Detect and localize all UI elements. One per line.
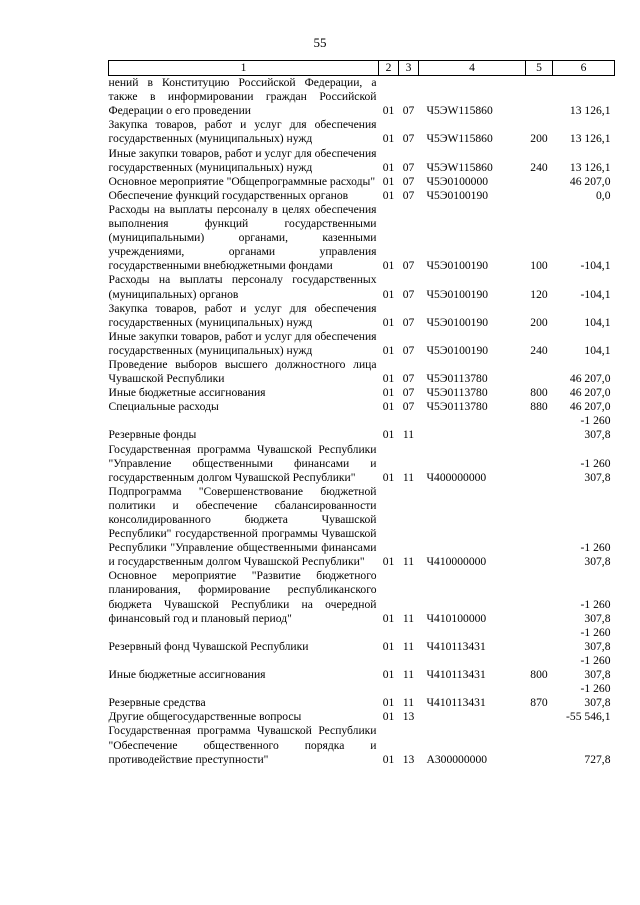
- table-body: [109, 76, 615, 767]
- section-code: 01: [382, 752, 395, 766]
- header-col-6: 6: [553, 61, 615, 76]
- table-row: [109, 682, 615, 710]
- expense-type-code: [526, 569, 553, 625]
- expense-type-code: 240: [530, 343, 548, 357]
- section-code: 01: [382, 696, 395, 710]
- row-name: нений в Конституцию Российской Федерации, а также в информировании граждан Российской Федерации о его проведении: [108, 76, 377, 118]
- row-name: Расходы на выплаты персоналу в целях обеспечения выполнения функций государственными (муниципальными) органами, казенными учреждениями, органами управления государственными внебюджетными фондами: [108, 202, 377, 273]
- table-row: [109, 273, 615, 301]
- amount: 13 126,1: [569, 160, 611, 174]
- subsection-code: 11: [402, 639, 415, 653]
- row-name: Основное мероприятие "Развитие бюджетного планирования, формирование республиканского бюджета Чувашской Республики на очередной финансовый год и плановый период": [108, 569, 377, 625]
- section-code: 01: [382, 287, 395, 301]
- expense-type-code: [526, 358, 553, 386]
- expense-type-code: 200: [530, 315, 548, 329]
- amount: -104,1: [580, 259, 611, 273]
- row-name: Расходы на выплаты персоналу государственных (муниципальных) органов: [108, 273, 377, 301]
- target-item-code: Ч5ЭW115860: [426, 104, 493, 118]
- section-code: 01: [382, 386, 395, 400]
- row-name: Закупка товаров, работ и услуг для обеспечения государственных (муниципальных) нужд: [108, 301, 377, 329]
- row-name: Иные бюджетные ассигнования: [108, 668, 266, 682]
- table-row: [109, 414, 615, 442]
- table-row: [109, 203, 615, 273]
- table-row: [109, 400, 615, 414]
- table-row: [109, 654, 615, 682]
- subsection-code: 07: [402, 160, 415, 174]
- amount: -1 260 307,8: [580, 625, 611, 653]
- row-name: Основное мероприятие "Общепрограммные расходы": [108, 174, 376, 188]
- table-row: [109, 189, 615, 203]
- subsection-code: 07: [402, 259, 415, 273]
- table-row: [109, 147, 615, 175]
- expense-type-code: [526, 189, 553, 203]
- amount: 46 207,0: [569, 400, 611, 414]
- subsection-code: 07: [402, 386, 415, 400]
- row-name: Иные закупки товаров, работ и услуг для обеспечения государственных (муниципальных) нужд: [108, 329, 377, 357]
- section-code: 01: [382, 710, 395, 724]
- subsection-code: 11: [402, 611, 415, 625]
- subsection-code: 07: [402, 343, 415, 357]
- table-row: [109, 302, 615, 330]
- table-row: [109, 626, 615, 654]
- expense-type-code: 200: [530, 132, 548, 146]
- row-name: Резервный фонд Чувашской Республики: [108, 639, 309, 653]
- row-name: Специальные расходы: [108, 400, 219, 414]
- table-row: [109, 330, 615, 358]
- row-name: Государственная программа Чувашской Республики "Обеспечение общественного порядка и противодействие преступности": [108, 724, 377, 766]
- expense-type-code: 240: [530, 160, 548, 174]
- target-item-code: [419, 710, 526, 724]
- subsection-code: 11: [402, 428, 415, 442]
- row-name: Иные закупки товаров, работ и услуг для обеспечения государственных (муниципальных) нужд: [108, 146, 377, 174]
- subsection-code: 13: [402, 752, 415, 766]
- subsection-code: 11: [402, 470, 415, 484]
- subsection-code: 07: [402, 315, 415, 329]
- row-name: Государственная программа Чувашской Республики "Управление общественными финансами и государственным долгом Чувашской Республики": [108, 442, 377, 484]
- section-code: 01: [382, 372, 395, 386]
- target-item-code: Ч410113431: [426, 639, 486, 653]
- row-name: Обеспечение функций государственных органов: [108, 188, 349, 202]
- target-item-code: Ч5Э0100190: [426, 315, 489, 329]
- header-col-2: 2: [379, 61, 399, 76]
- page-number: 55: [313, 35, 327, 50]
- subsection-code: 07: [402, 372, 415, 386]
- amount: 104,1: [584, 343, 611, 357]
- amount: 727,8: [584, 752, 611, 766]
- target-item-code: Ч5ЭW115860: [426, 132, 493, 146]
- row-name: Подпрограмма "Совершенствование бюджетной политики и обеспечение сбалансированности консолидированного бюджета Чувашской Республики" государственной программы Чувашской Республики "Управление общественными финансами и государственным долгом Чувашской Республики": [108, 484, 377, 569]
- table-row: [109, 358, 615, 386]
- expense-type-code: [526, 175, 553, 189]
- section-code: 01: [382, 668, 395, 682]
- expense-type-code: [526, 626, 553, 654]
- header-col-5: 5: [526, 61, 553, 76]
- amount: 13 126,1: [569, 104, 611, 118]
- target-item-code: Ч5Э0100190: [426, 343, 489, 357]
- target-item-code: Ч5Э0100000: [426, 174, 489, 188]
- table-row: [109, 724, 615, 766]
- header-col-1: 1: [109, 61, 379, 76]
- section-code: 01: [382, 132, 395, 146]
- row-name: Резервные средства: [108, 696, 206, 710]
- target-item-code: Ч410113431: [426, 668, 486, 682]
- target-item-code: Ч5Э0100190: [426, 259, 489, 273]
- expense-type-code: 800: [530, 386, 548, 400]
- amount: 46 207,0: [569, 386, 611, 400]
- section-code: 01: [382, 174, 395, 188]
- section-code: 01: [382, 104, 395, 118]
- table-row: [109, 569, 615, 625]
- budget-table: [108, 60, 615, 767]
- row-name: Резервные фонды: [108, 428, 197, 442]
- subsection-code: 07: [402, 188, 415, 202]
- amount: 13 126,1: [569, 132, 611, 146]
- expense-type-code: [526, 710, 553, 724]
- amount: -1 260 307,8: [580, 456, 611, 484]
- target-item-code: Ч5Э0113780: [426, 372, 488, 386]
- subsection-code: 07: [402, 104, 415, 118]
- expense-type-code: 100: [530, 259, 548, 273]
- table-row: [109, 485, 615, 570]
- target-item-code: Ч5Э0113780: [426, 386, 488, 400]
- amount: 46 207,0: [569, 174, 611, 188]
- amount: -55 546,1: [566, 710, 611, 724]
- table-row: [109, 443, 615, 485]
- amount: 0,0: [596, 188, 611, 202]
- expense-type-code: [526, 414, 553, 442]
- section-code: 01: [382, 428, 395, 442]
- target-item-code: Ч5Э0100190: [426, 287, 489, 301]
- row-name: Иные бюджетные ассигнования: [108, 386, 266, 400]
- section-code: 01: [382, 400, 395, 414]
- header-col-4: 4: [419, 61, 526, 76]
- section-code: 01: [382, 611, 395, 625]
- amount: -104,1: [580, 287, 611, 301]
- section-code: 01: [382, 188, 395, 202]
- amount: -1 260 307,8: [580, 682, 611, 710]
- subsection-code: 13: [402, 710, 415, 724]
- expense-type-code: [526, 724, 553, 766]
- target-item-code: Ч410000000: [426, 555, 487, 569]
- table-row: [109, 710, 615, 724]
- expense-type-code: 880: [530, 400, 548, 414]
- expense-type-code: [526, 443, 553, 485]
- amount: -1 260 307,8: [580, 597, 611, 625]
- table-row: [109, 386, 615, 400]
- amount: 104,1: [584, 315, 611, 329]
- header-col-3: 3: [399, 61, 419, 76]
- target-item-code: Ч400000000: [426, 470, 487, 484]
- row-name: Проведение выборов высшего должностного лица Чувашской Республики: [108, 357, 377, 386]
- subsection-code: 07: [402, 174, 415, 188]
- section-code: 01: [382, 259, 395, 273]
- section-code: 01: [382, 470, 395, 484]
- table-row: [109, 175, 615, 189]
- subsection-code: 07: [402, 400, 415, 414]
- target-item-code: Ч5ЭW115860: [426, 160, 493, 174]
- section-code: 01: [382, 160, 395, 174]
- table-row: [109, 76, 615, 119]
- target-item-code: Ч5Э0113780: [426, 400, 488, 414]
- subsection-code: 07: [402, 132, 415, 146]
- target-item-code: Ч410113431: [426, 696, 486, 710]
- header-row: [109, 61, 615, 76]
- subsection-code: 07: [402, 287, 415, 301]
- expense-type-code: 870: [530, 696, 548, 710]
- table-row: [109, 118, 615, 146]
- target-item-code: А300000000: [426, 752, 488, 766]
- section-code: 01: [382, 639, 395, 653]
- section-code: 01: [382, 343, 395, 357]
- amount: -1 260 307,8: [580, 414, 611, 442]
- amount: -1 260 307,8: [580, 653, 611, 682]
- target-item-code: Ч410100000: [426, 611, 487, 625]
- expense-type-code: [526, 76, 553, 119]
- section-code: 01: [382, 315, 395, 329]
- expense-type-code: 120: [530, 287, 548, 301]
- subsection-code: 11: [402, 696, 415, 710]
- section-code: 01: [382, 555, 395, 569]
- expense-type-code: [526, 485, 553, 570]
- subsection-code: 11: [402, 555, 415, 569]
- amount: 46 207,0: [569, 372, 611, 386]
- expense-type-code: 800: [530, 668, 548, 682]
- row-name: Другие общегосударственные вопросы: [108, 710, 302, 724]
- subsection-code: 11: [402, 668, 415, 682]
- amount: -1 260 307,8: [580, 541, 611, 569]
- target-item-code: [419, 414, 526, 442]
- row-name: Закупка товаров, работ и услуг для обеспечения государственных (муниципальных) нужд: [108, 118, 377, 146]
- target-item-code: Ч5Э0100190: [426, 188, 489, 202]
